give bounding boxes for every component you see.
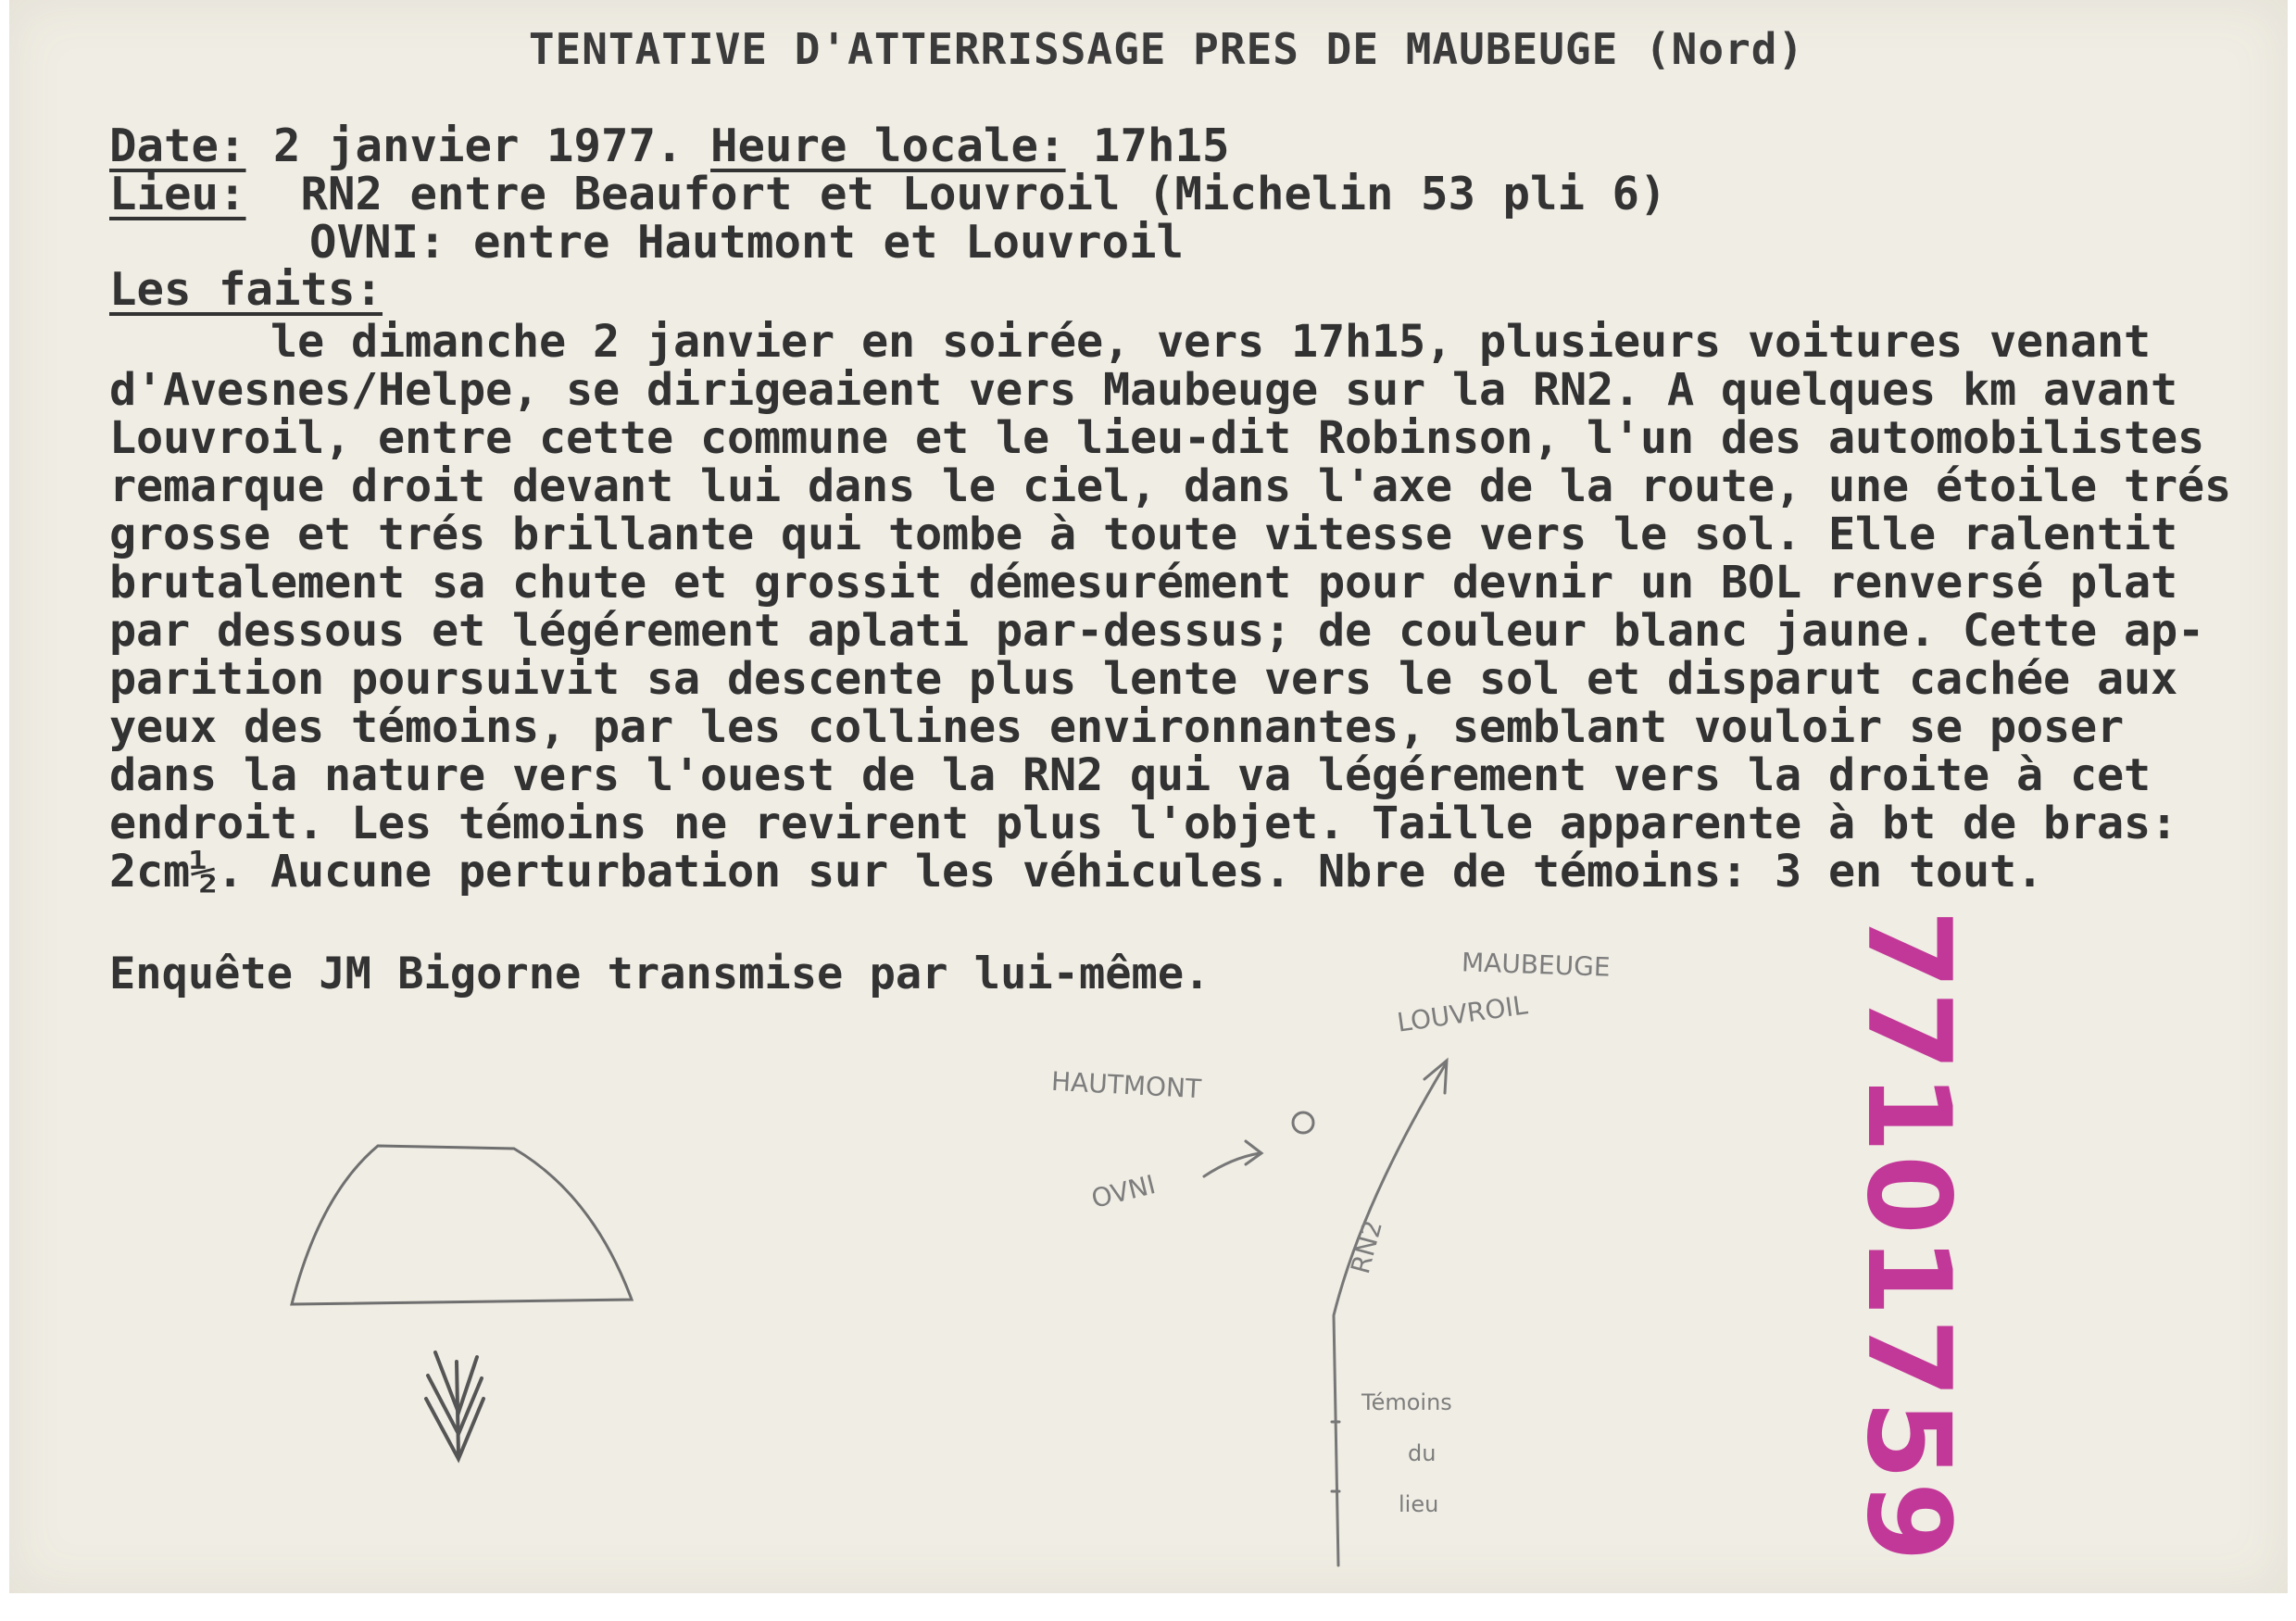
ovni-label: OVNI [1088, 1169, 1159, 1214]
facts-line: yeux des témoins, par les collines environnantes, semblant vouloir se poser [109, 701, 2124, 753]
lieu-label: lieu [1399, 1491, 1439, 1517]
ovni-line: OVNI: entre Hautmont et Louvroil [309, 216, 1185, 269]
facts-line: brutalement sa chute et grossit démesurément pour devnir un BOL renversé plat [109, 557, 2177, 609]
road-map-drawing [1204, 1061, 1447, 1565]
hautmont-label: HAUTMONT [1050, 1065, 1202, 1105]
arrow-down-icon [426, 1352, 483, 1459]
facts-line: Louvroil, entre cette commune et le lieu-dit Robinson, l'un des automobilistes [109, 412, 2204, 464]
facts-line: d'Avesnes/Helpe, se dirigeaient vers Maubeuge sur la RN2. A quelques km avant [109, 364, 2177, 416]
facts-line: par dessous et légérement aplati par-dessus; de couleur blanc jaune. Cette ap- [109, 605, 2204, 657]
du-label: du [1408, 1440, 1437, 1466]
facts-line: endroit. Les témoins ne revirent plus l'objet. Taille apparente à bt de bras: [109, 798, 2177, 849]
stamp-number: 77101759 [1841, 909, 1975, 1564]
facts-line: parition poursuivit sa descente plus lente vers le sol et disparut cachée aux [109, 653, 2177, 705]
date-value: 2 janvier 1977. [245, 119, 711, 172]
document-title: TENTATIVE D'ATTERRISSAGE PRES DE MAUBEUGE (Nord) [528, 24, 1805, 74]
louvroil-label: LOUVROIL [1395, 989, 1530, 1038]
bowl-drawing [292, 1146, 632, 1304]
facts-label: Les faits: [109, 263, 383, 316]
date-label: Date: [109, 119, 246, 172]
facts-line: remarque droit devant lui dans le ciel, dans l'axe de la route, une étoile trés [109, 460, 2231, 512]
ovni-circle [1293, 1112, 1313, 1133]
facts-line: grosse et trés brillante qui tombe à toute vitesse vers le sol. Elle ralentit [109, 509, 2177, 560]
place-label: Lieu: [109, 168, 246, 220]
facts-line: 2cm½. Aucune perturbation sur les véhicules. Nbre de témoins: 3 en tout. [109, 846, 2043, 898]
maubeuge-label: MAUBEUGE [1461, 947, 1612, 983]
road-label: RN2 [1345, 1216, 1388, 1277]
witnesses-label: Témoins [1361, 1389, 1452, 1415]
place-value: RN2 entre Beaufort et Louvroil (Michelin 53 pli 6) [245, 168, 1667, 220]
facts-line: le dimanche 2 janvier en soirée, vers 17h15, plusieurs voitures venant [109, 316, 2151, 368]
hour-value: 17h15 [1065, 119, 1230, 172]
facts-line: dans la nature vers l'ouest de la RN2 qui va légérement vers la droite à cet [109, 749, 2151, 801]
investigator-line: Enquête JM Bigorne transmise par lui-même. [109, 949, 1211, 999]
hour-label: Heure locale: [710, 119, 1066, 172]
